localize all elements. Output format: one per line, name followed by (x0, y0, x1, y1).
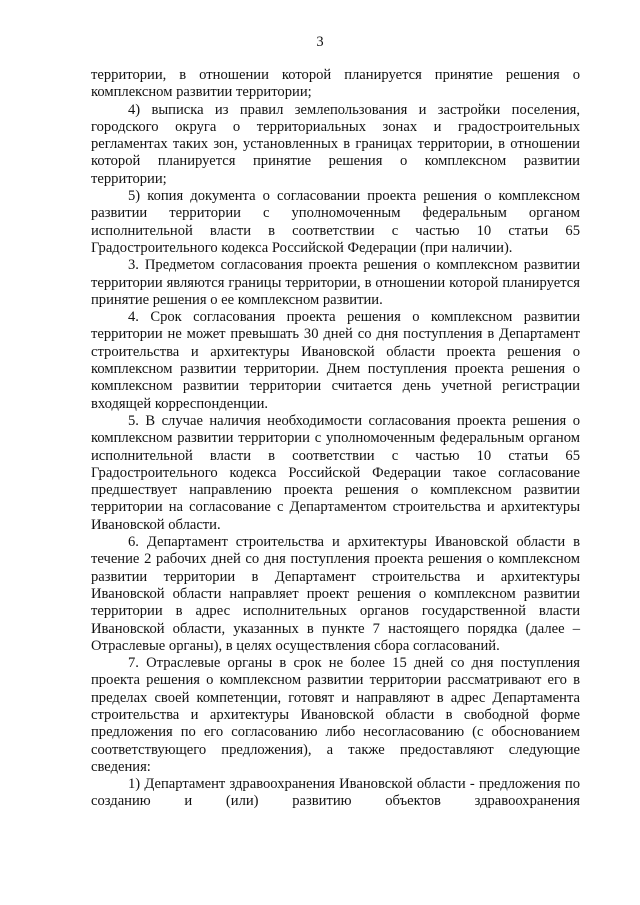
paragraph-subitem-1: 1) Департамент здравоохранения Ивановской области - предложения по созданию и (или) развитию объектов здравоохранения (91, 776, 580, 810)
paragraph-point-3: 3. Предметом согласования проекта решения о комплексном развитии территории являются границы территории, в отношении которой планируется принятие решения о ее комплексном развитии. (91, 257, 580, 308)
document-body (91, 67, 580, 811)
page-number: 3 (316, 34, 324, 50)
paragraph-point-6: 6. Департамент строительства и архитектуры Ивановской области в течение 2 рабочих дней со дня поступления проекта решения о комплексном развитии территории в Департамент строительства и архитектуры Ивановской области направляет проект решения о комплексном развитии территории в адрес исполнительных органов государственной власти Ивановской области, указанных в пункте 7 настоящего порядка (далее – Отраслевые органы), в целях осуществления сбора согласований. (91, 534, 580, 654)
paragraph-point-4: 4. Срок согласования проекта решения о комплексном развитии территории не может превышать 30 дней со дня поступления в Департамент строительства и архитектуры Ивановской области проекта решения о комплексном развитии территории. Днем поступления проекта решения о комплексном развитии территории считается день учетной регистрации входящей корреспонденции. (91, 309, 580, 412)
paragraph-item-5: 5) копия документа о согласовании проекта решения о комплексном развитии территории с уполномоченным федеральным органом исполнительной власти в соответствии с частью 10 статьи 65 Градостроительного кодекса Российской Федерации (при наличии). (91, 188, 580, 256)
paragraph-point-5: 5. В случае наличия необходимости согласования проекта решения о комплексном развитии территории с уполномоченным федеральным органом исполнительной власти в соответствии с частью 10 статьи 65 Градостроительного кодекса Российской Федерации такое согласование предшествует направлению проекта решения о комплексном развитии территории на согласование с Департаментом строительства и архитектуры Ивановской области. (91, 412, 580, 533)
paragraph-item-4: 4) выписка из правил землепользования и застройки поселения, городского округа о территориальных зонах и градостроительных регламентах таких зон, установленных в границах территории, в отношении которой планируется принятие решения о комплексном развитии территории; (91, 101, 580, 187)
paragraph-continuation: территории, в отношении которой планируется принятие решения о комплексном развитии территории; (91, 67, 580, 101)
paragraph-point-7: 7. Отраслевые органы в срок не более 15 дней со дня поступления проекта решения о комплексном развитии территории рассматривают его в пределах своей компетенции, готовят и направляют в адрес Департамента строительства и архитектуры Ивановской области в свободной форме предложения по его согласованию либо несогласованию (с обоснованием соответствующего предложения), а также предоставляют следующие сведения: (91, 655, 580, 775)
